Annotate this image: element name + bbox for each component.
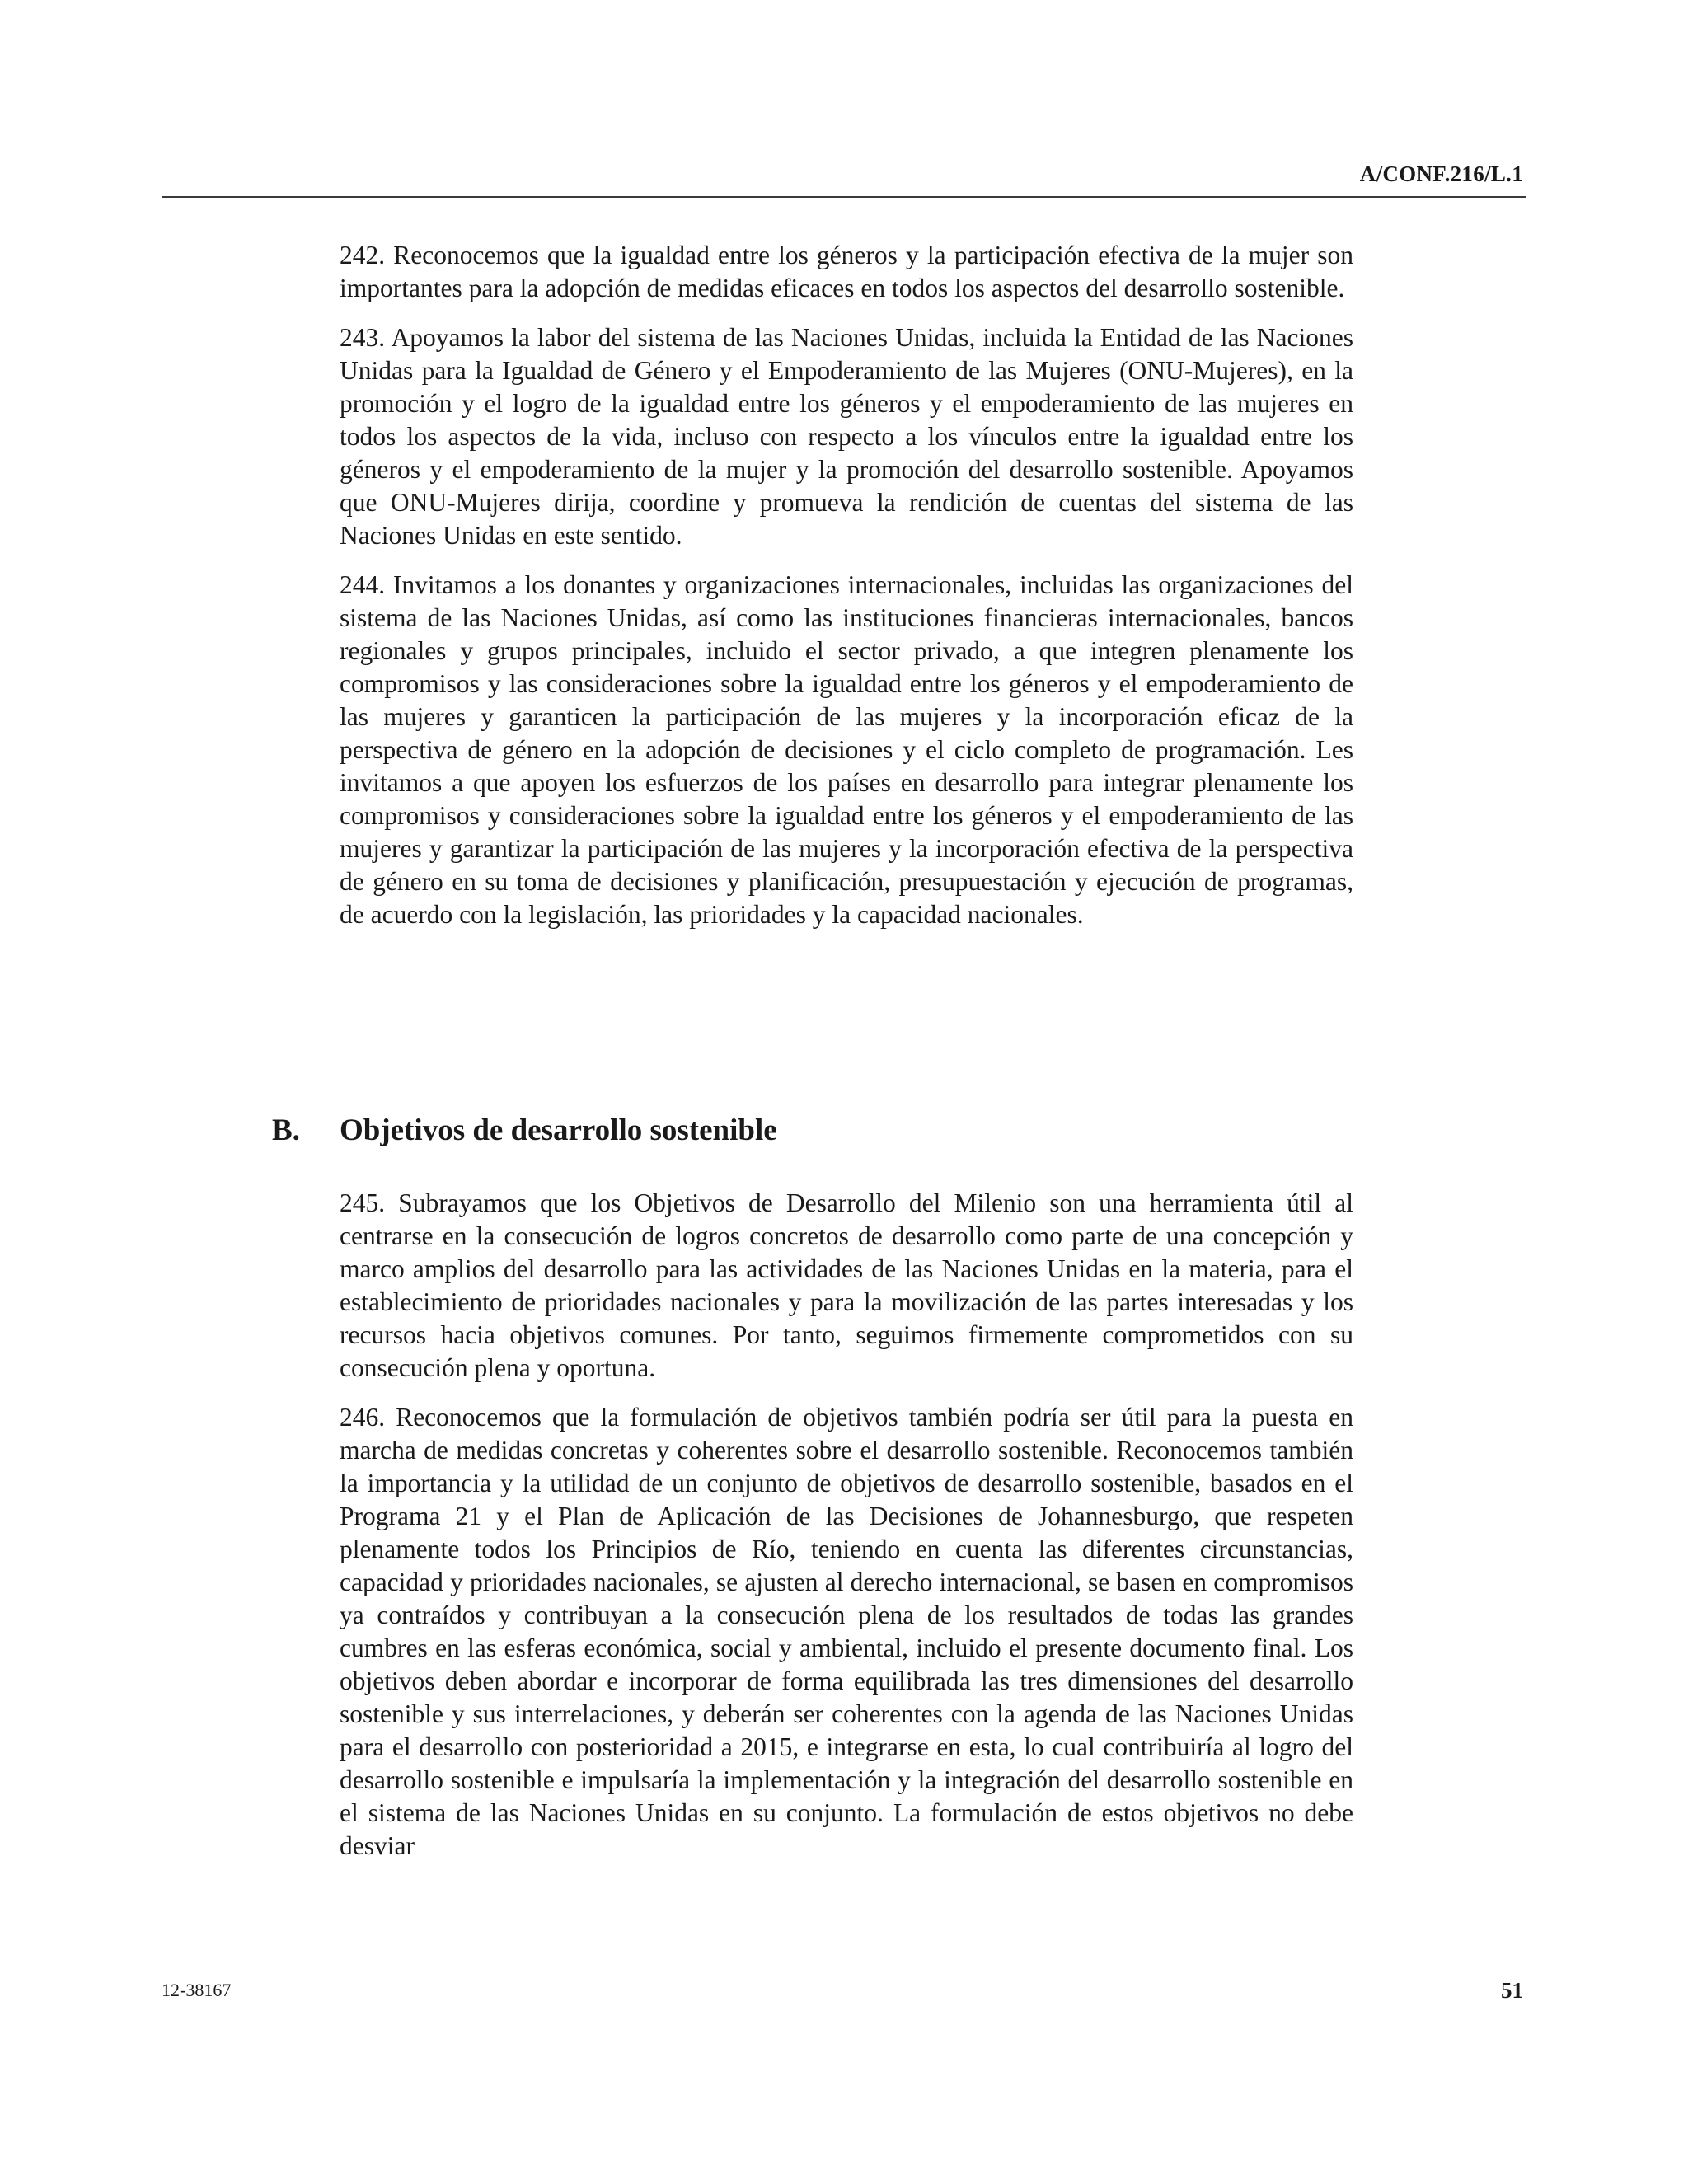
paragraph-242: 242. Reconocemos que la igualdad entre los géneros y la participación efectiva de la mujer son importantes para la adopción de medidas eficaces en todos los aspectos del desarrollo sostenible. — [340, 241, 1353, 302]
page-number: 51 — [1501, 1978, 1523, 2003]
body-column-bottom — [340, 1187, 1353, 1879]
body-column-top — [340, 239, 1353, 948]
paragraph-246: 246. Reconocemos que la formulación de objetivos también podría ser útil para la puesta en marcha de medidas concretas y coherentes sobre el desarrollo sostenible. Reconocemos también la importancia y la utilidad de un conjunto de objetivos de desarrollo sostenible, basados en el Programa 21 y el Plan de Aplicación de las Decisiones de Johannesburgo, que respeten plenamente todos los Principios de Río, teniendo en cuenta las diferentes circunstancias, capacidad y prioridades nacionales, se ajusten al derecho internacional, se basen en compromisos ya contraídos y contribuyan a la consecución plena de los resultados de todas las grandes cumbres en las esferas económica, social y ambiental, incluido el presente documento final. Los objetivos deben abordar e incorporar de forma equilibrada las tres dimensiones del desarrollo sostenible y sus interrelaciones, y deberán ser coherentes con la agenda de las Naciones Unidas para el desarrollo con posterioridad a 2015, e integrarse en esta, lo cual contribuiría al logro del desarrollo sostenible e impulsaría la implementación y la integración del desarrollo sostenible en el sistema de las Naciones Unidas en su conjunto. La formulación de estos objetivos no debe desviar — [340, 1403, 1353, 1860]
section-heading — [272, 1113, 777, 1148]
paragraph-243: 243. Apoyamos la labor del sistema de las Naciones Unidas, incluida la Entidad de las Naciones Unidas para la Igualdad de Género y el Empoderamiento de las Mujeres (ONU-Mujeres), en la promoción y el logro de la igualdad entre los géneros y el empoderamiento de las mujeres en todos los aspectos de la vida, incluso con respecto a los vínculos entre la igualdad entre los géneros y el empoderamiento de la mujer y la promoción del desarrollo sostenible. Apoyamos que ONU-Mujeres dirija, coordine y promueva la rendición de cuentas del sistema de las Naciones Unidas en este sentido. — [340, 323, 1353, 550]
document-symbol: A/CONF.216/L.1 — [1359, 162, 1523, 186]
section-letter: B. — [272, 1113, 300, 1147]
paragraph-244: 244. Invitamos a los donantes y organizaciones internacionales, incluidas las organizaciones del sistema de las Naciones Unidas, así como las instituciones financieras internacionales, bancos regionales y grupos principales, incluido el sector privado, a que integren plenamente los compromisos y las consideraciones sobre la igualdad entre los géneros y el empoderamiento de las mujeres y garanticen la participación de las mujeres y la incorporación eficaz de la perspectiva de género en la adopción de decisiones y el ciclo completo de programación. Les invitamos a que apoyen los esfuerzos de los países en desarrollo para integrar plenamente los compromisos y consideraciones sobre la igualdad entre los géneros y el empoderamiento de las mujeres y garantizar la participación de las mujeres y la incorporación efectiva de la perspectiva de género en su toma de decisiones y planificación, presupuestación y ejecución de programas, de acuerdo con la legislación, las prioridades y la capacidad nacionales. — [340, 570, 1353, 929]
paragraph-245: 245. Subrayamos que los Objetivos de Desarrollo del Milenio son una herramienta útil al centrarse en la consecución de logros concretos de desarrollo como parte de una concepción y marco amplios del desarrollo para las actividades de las Naciones Unidas en la materia, para el establecimiento de prioridades nacionales y para la movilización de las partes interesadas y los recursos hacia objetivos comunes. Por tanto, seguimos firmemente comprometidos con su consecución plena y oportuna. — [340, 1188, 1353, 1382]
header-rule — [162, 196, 1526, 198]
footer-document-code: 12-38167 — [162, 1980, 232, 2000]
section-title: Objetivos de desarrollo sostenible — [340, 1113, 777, 1147]
